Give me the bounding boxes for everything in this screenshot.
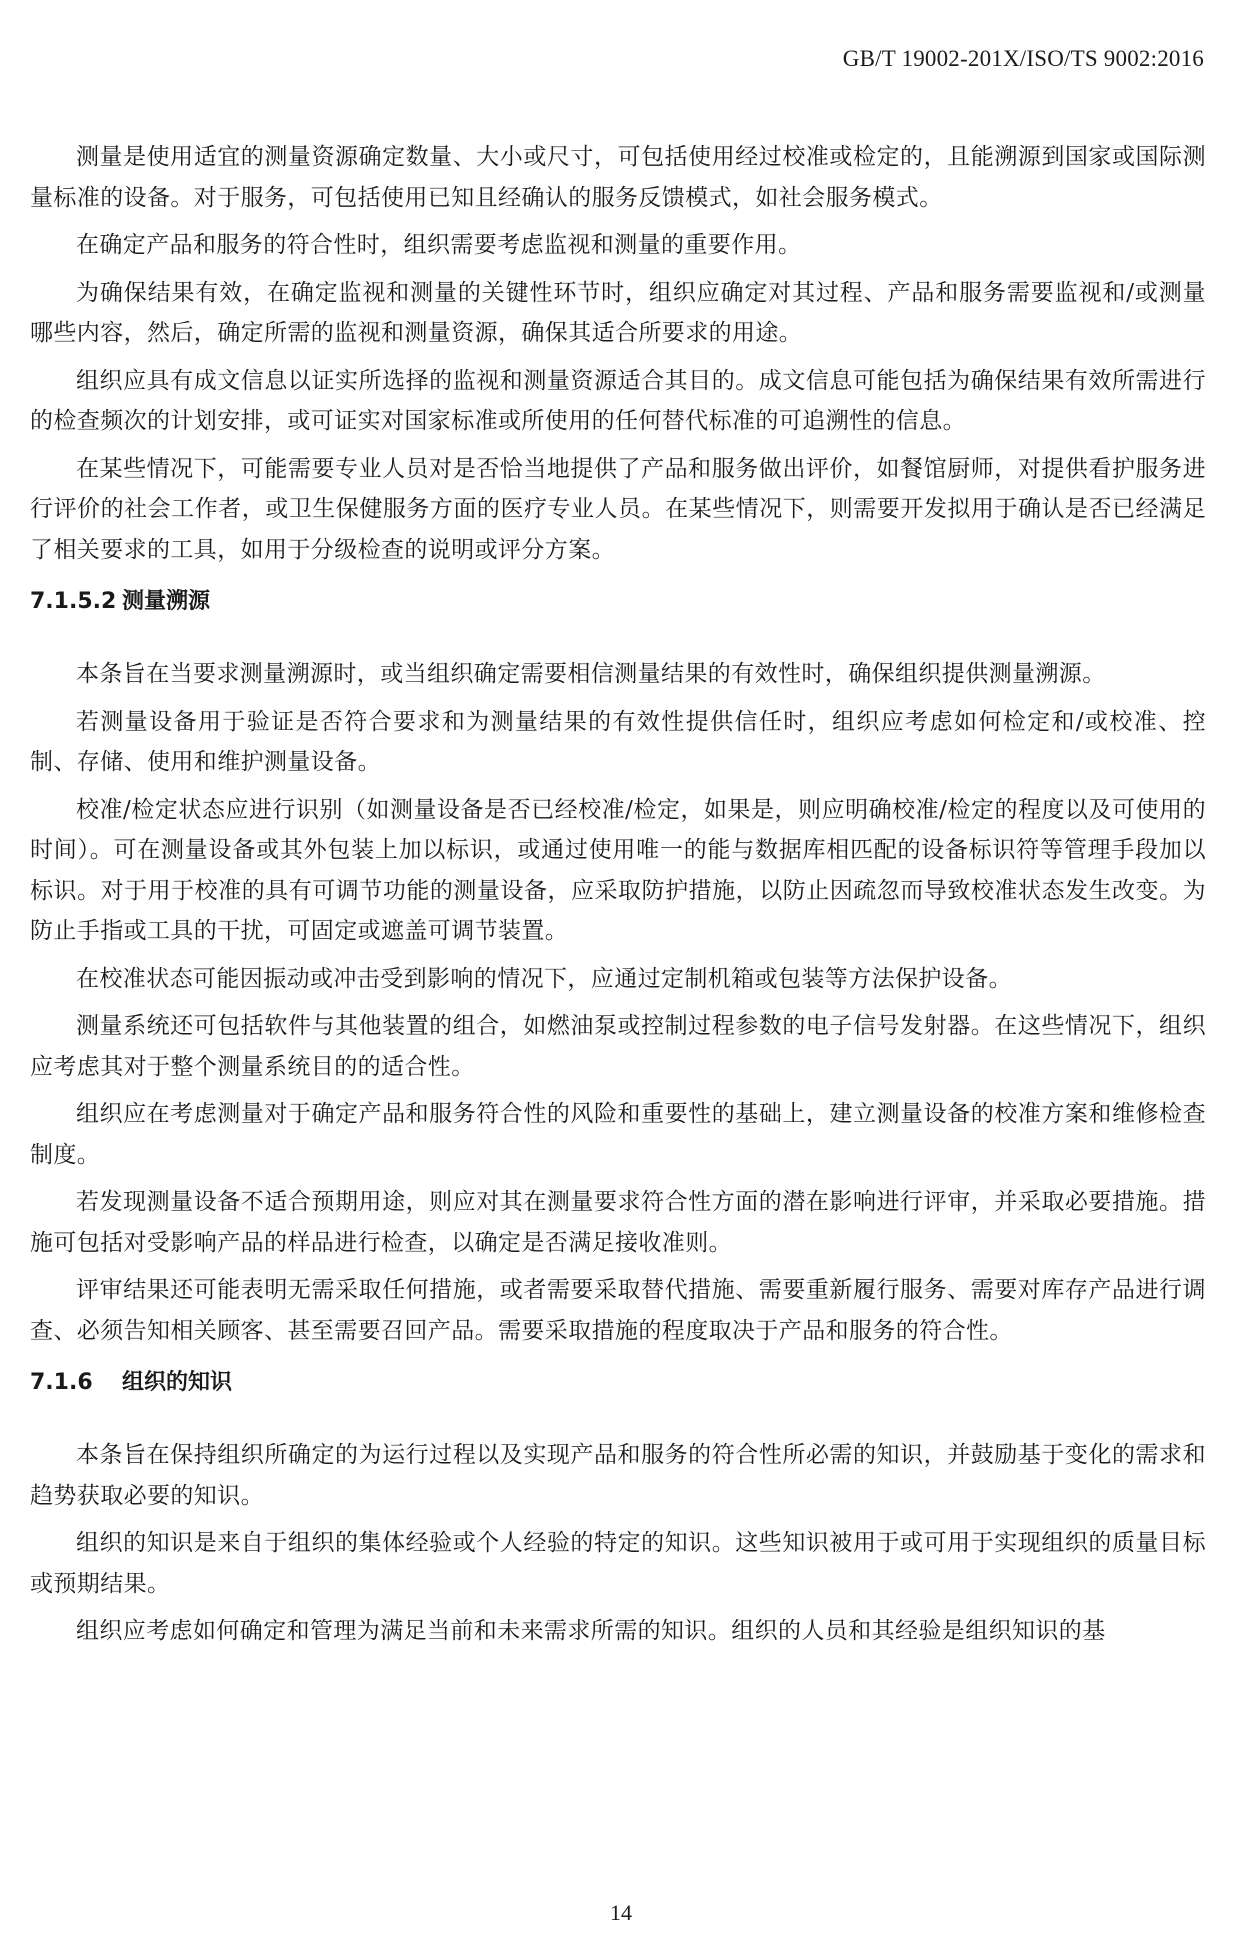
page-number: 14 [610,1900,632,1925]
section-title: 测量溯源 [122,589,211,614]
paragraph: 若发现测量设备不适合预期用途，则应对其在测量要求符合性方面的潜在影响进行评审，并采取必要措施。措施可包括对受影响产品的样品进行检查，以确定是否满足接收准则。 [30,1189,1206,1256]
paragraph: 本条旨在保持组织所确定的为运行过程以及实现产品和服务的符合性所必需的知识，并鼓励基于变化的需求和趋势获取必要的知识。 [30,1442,1206,1509]
paragraph: 本条旨在当要求测量溯源时，或当组织确定需要相信测量结果的有效性时，确保组织提供测量溯源。 [76,661,1106,687]
paragraph: 校准/检定状态应进行识别（如测量设备是否已经校准/检定，如果是，则应明确校准/检定的程度以及可使用的时间）。可在测量设备或其外包装上加以标识，或通过使用唯一的能与数据库相匹配的设备标识符等管理手段加以标识。对于用于校准的具有可调节功能的测量设备，应采取防护措施，以防止因疏忽而导致校准状态发生改变。为防止手指或工具的干扰，可固定或遮盖可调节装置。 [30,796,1206,944]
section-number: 7.1.6 [30,1370,93,1395]
section-number: 7.1.5.2 [30,589,117,614]
paragraph: 为确保结果有效，在确定监视和测量的关键性环节时，组织应确定对其过程、产品和服务需要监视和/或测量哪些内容，然后，确定所需的监视和测量资源，确保其适合所要求的用途。 [30,279,1206,346]
standard-code-header: GB/T 19002-201X/ISO/TS 9002:2016 [842,46,1204,71]
paragraph: 测量是使用适宜的测量资源确定数量、大小或尺寸，可包括使用经过校准或检定的，且能溯源到国家或国际测量标准的设备。对于服务，可包括使用已知且经确认的服务反馈模式，如社会服务模式。 [30,144,1206,211]
section-heading-7-1-6 [30,1361,1206,1405]
paragraph: 测量系统还可包括软件与其他装置的组合，如燃油泵或控制过程参数的电子信号发射器。在这些情况下，组织应考虑其对于整个测量系统目的的适合性。 [30,1013,1206,1080]
document-body [30,137,1206,1659]
paragraph: 组织应具有成文信息以证实所选择的监视和测量资源适合其目的。成文信息可能包括为确保结果有效所需进行的检查频次的计划安排，或可证实对国家标准或所使用的任何替代标准的可追溯性的信息。 [30,367,1206,434]
paragraph: 组织的知识是来自于组织的集体经验或个人经验的特定的知识。这些知识被用于或可用于实现组织的质量目标或预期结果。 [30,1530,1206,1597]
paragraph: 在校准状态可能因振动或冲击受到影响的情况下，应通过定制机箱或包装等方法保护设备。 [76,965,1012,992]
paragraph: 在确定产品和服务的符合性时，组织需要考虑监视和测量的重要作用。 [76,232,802,258]
section-title: 组织的知识 [122,1370,233,1395]
section-heading-7-1-5-2 [30,580,1206,624]
paragraph: 组织应考虑如何确定和管理为满足当前和未来需求所需的知识。组织的人员和其经验是组织知识的基 [76,1618,1106,1644]
paragraph: 在某些情况下，可能需要专业人员对是否恰当地提供了产品和服务做出评价，如餐馆厨师，对提供看护服务进行评价的社会工作者，或卫生保健服务方面的医疗专业人员。在某些情况下，则需要开发拟用于确认是否已经满足了相关要求的工具，如用于分级检查的说明或评分方案。 [30,455,1206,563]
paragraph: 组织应在考虑测量对于确定产品和服务符合性的风险和重要性的基础上，建立测量设备的校准方案和维修检查制度。 [30,1101,1206,1168]
paragraph: 评审结果还可能表明无需采取任何措施，或者需要采取替代措施、需要重新履行服务、需要对库存产品进行调查、必须告知相关顾客、甚至需要召回产品。需要采取措施的程度取决于产品和服务的符合性。 [30,1277,1206,1344]
paragraph: 若测量设备用于验证是否符合要求和为测量结果的有效性提供信任时，组织应考虑如何检定和/或校准、控制、存储、使用和维护测量设备。 [30,708,1206,775]
